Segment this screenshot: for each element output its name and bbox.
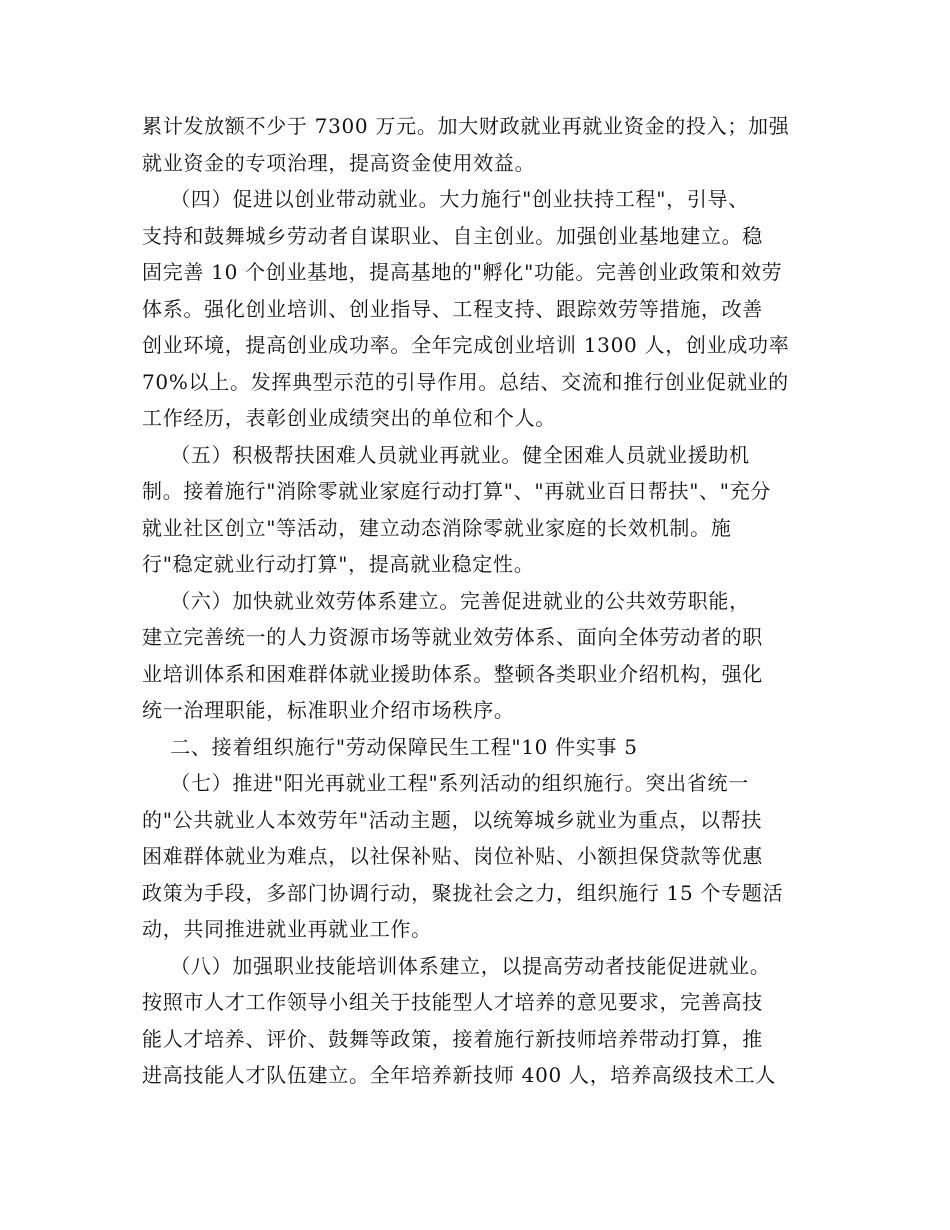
text-line: 就业资金的专项治理，提高资金使用效益。 bbox=[142, 150, 536, 175]
text-line: 就业社区创立"等活动，建立动态消除零就业家庭的长效机制。施 bbox=[142, 515, 732, 540]
text-line: 的"公共就业人本效劳年"活动主题，以统筹城乡就业为重点，以帮扶 bbox=[142, 807, 763, 832]
text-line: 建立完善统一的人力资源市场等就业效劳体系、面向全体劳动者的职 bbox=[142, 625, 763, 649]
text-line: 工作经历，表彰创业成绩突出的单位和个人。 bbox=[142, 406, 556, 430]
text-line: 70%以上。发挥典型示范的引导作用。总结、交流和推行创业促就业的 bbox=[142, 369, 789, 394]
text-line: 按照市人才工作领导小组关于技能型人才培养的意见要求，完善高技 bbox=[142, 990, 763, 1014]
text-line: 动，共同推进就业再就业工作。 bbox=[142, 917, 432, 941]
text-line: 统一治理职能，标准职业介绍市场秩序。 bbox=[142, 698, 515, 722]
text-line: 体系。强化创业培训、创业指导、工程支持、跟踪效劳等措施，改善 bbox=[142, 296, 763, 321]
text-line: 困难群体就业为难点，以社保补贴、岗位补贴、小额担保贷款等优惠 bbox=[142, 844, 763, 868]
text-line: 业培训体系和困难群体就业援助体系。整顿各类职业介绍机构，强化 bbox=[142, 661, 763, 686]
text-line: 制。接着施行"消除零就业家庭行动打算"、"再就业百日帮扶"、"充分 bbox=[142, 479, 772, 503]
section-heading: 二、接着组织施行"劳动保障民生工程"10 件实事 5 bbox=[142, 734, 638, 759]
text-line: （八）加强职业技能培训体系建立，以提高劳动者技能促进就业。 bbox=[142, 953, 771, 978]
text-line: 进高技能人才队伍建立。全年培养新技师 400 人，培养高级技术工人 bbox=[142, 1063, 776, 1087]
text-line: 行"稳定就业行动打算"，提高就业稳定性。 bbox=[142, 552, 535, 576]
text-line: 支持和鼓舞城乡劳动者自谋职业、自主创业。加强创业基地建立。稳 bbox=[142, 223, 763, 248]
text-line: （四）促进以创业带动就业。大力施行"创业扶持工程"，引导、 bbox=[142, 187, 749, 211]
text-line: （七）推进"阳光再就业工程"系列活动的组织施行。突出省统一 bbox=[142, 771, 749, 795]
text-line: 累计发放额不少于 7300 万元。加大财政就业再就业资金的投入；加强 bbox=[142, 114, 790, 138]
body-text bbox=[142, 108, 842, 1094]
text-line: 创业环境，提高创业成功率。全年完成创业培训 1300 人，创业成功率 bbox=[142, 333, 790, 357]
text-line: 能人才培养、评价、鼓舞等政策，接着施行新技师培养带动打算，推 bbox=[142, 1026, 763, 1051]
text-line: （六）加快就业效劳体系建立。完善促进就业的公共效劳职能， bbox=[142, 588, 750, 613]
text-line: （五）积极帮扶困难人员就业再就业。健全困难人员就业援助机 bbox=[142, 442, 750, 467]
text-line: 固完善 10 个创业基地，提高基地的"孵化"功能。完善创业政策和效劳 bbox=[142, 260, 783, 284]
text-line: 政策为手段，多部门协调行动，聚拢社会之力，组织施行 15 个专题活 bbox=[142, 880, 784, 905]
